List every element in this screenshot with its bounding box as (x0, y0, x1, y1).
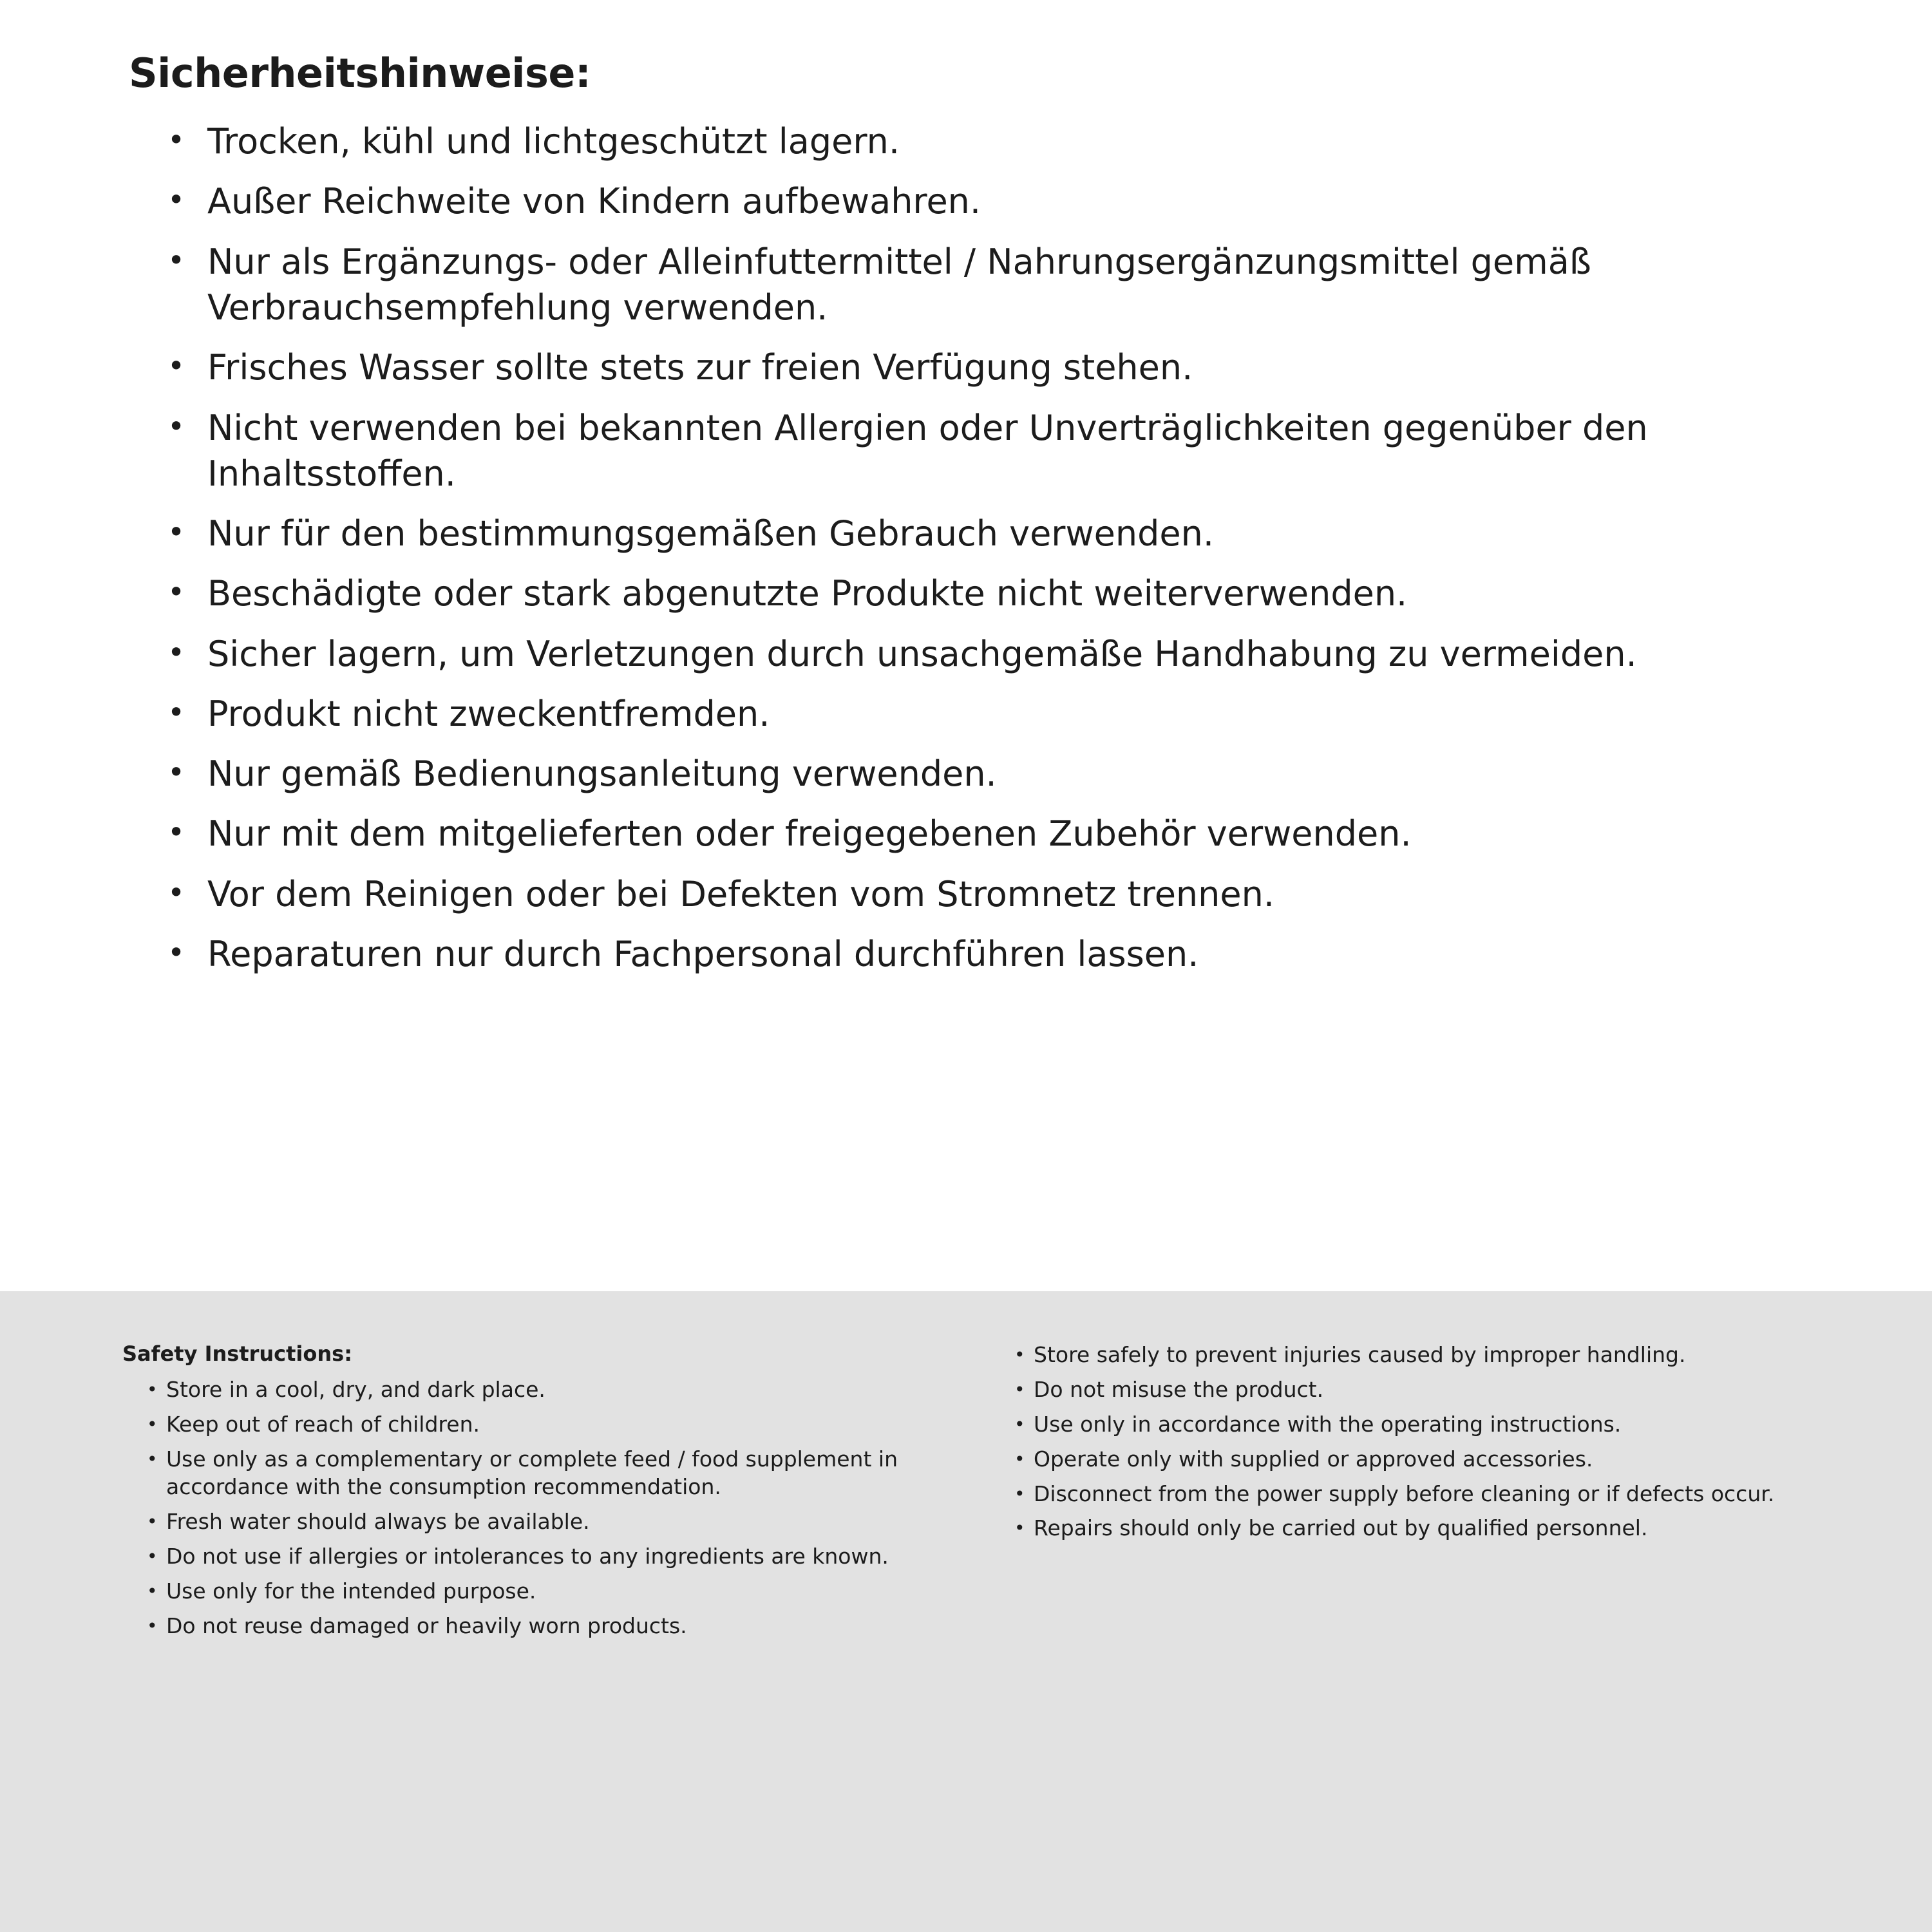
bullet-icon: • (167, 242, 185, 278)
bullet-icon: • (167, 574, 185, 610)
english-safety-section (0, 1291, 1932, 1932)
bullet-icon: • (147, 1580, 158, 1602)
bullet-icon: • (1014, 1378, 1025, 1400)
bullet-icon: • (1014, 1482, 1025, 1504)
list-item (1014, 1515, 1848, 1542)
list-item-text: Keep out of reach of children. (166, 1412, 480, 1437)
bullet-icon: • (147, 1379, 158, 1401)
bullet-icon: • (1014, 1413, 1025, 1435)
bullet-icon: • (147, 1510, 158, 1532)
list-item (147, 1376, 956, 1404)
list-item (167, 511, 1816, 556)
list-item-text: Store safely to prevent injuries caused by improper handling. (1034, 1342, 1686, 1367)
list-item (167, 751, 1816, 797)
list-item (147, 1578, 956, 1605)
list-item-text: Use only as a complementary or complete feed / food supplement in accordance with the consumption recommendation. (166, 1446, 898, 1500)
bullet-icon: • (1014, 1344, 1025, 1365)
list-item (167, 571, 1816, 616)
list-item-text: Repairs should only be carried out by qualified personnel. (1034, 1515, 1648, 1541)
list-item (167, 118, 1816, 164)
list-item-text: Nur gemäß Bedienungsanleitung verwenden. (207, 753, 997, 795)
bullet-icon: • (147, 1615, 158, 1636)
german-section-title: Sicherheitshinweise: (129, 50, 591, 97)
bullet-icon: • (167, 122, 185, 158)
list-item (167, 405, 1816, 497)
list-item-text: Use only in accordance with the operating instructions. (1034, 1411, 1622, 1437)
list-item-text: Trocken, kühl und lichtgeschützt lagern. (207, 121, 900, 162)
list-item (167, 931, 1816, 977)
bullet-icon: • (1014, 1448, 1025, 1470)
list-item-text: Do not use if allergies or intolerances to any ingredients are known. (166, 1543, 889, 1569)
bullet-icon: • (167, 934, 185, 970)
list-item-text: Sicher lagern, um Verletzungen durch unsachgemäße Handhabung zu vermeiden. (207, 633, 1637, 674)
list-item-text: Nur als Ergänzungs- oder Alleinfuttermittel / Nahrungsergänzungsmittel gemäß Verbrauchsempfehlung verwenden. (207, 241, 1591, 328)
list-item-text: Außer Reichweite von Kindern aufbewahren. (207, 181, 981, 222)
english-safety-list-right (1014, 1341, 1848, 1542)
list-item (167, 691, 1816, 737)
list-item-text: Reparaturen nur durch Fachpersonal durchführen lassen. (207, 933, 1199, 974)
list-item-text: Operate only with supplied or approved accessories. (1034, 1446, 1593, 1472)
list-item-text: Use only for the intended purpose. (166, 1578, 536, 1604)
bullet-icon: • (147, 1414, 158, 1435)
bullet-icon: • (147, 1545, 158, 1567)
list-item-text: Produkt nicht zweckentfremden. (207, 693, 770, 734)
list-item (1014, 1376, 1848, 1404)
list-item-text: Nur mit dem mitgelieferten oder freigegebenen Zubehör verwenden. (207, 813, 1412, 855)
list-item (147, 1508, 956, 1536)
list-item-text: Nur für den bestimmungsgemäßen Gebrauch verwenden. (207, 513, 1214, 554)
list-item (147, 1411, 956, 1439)
list-item (167, 811, 1816, 857)
german-safety-list (129, 118, 1861, 977)
list-item (1014, 1411, 1848, 1439)
bullet-icon: • (167, 875, 185, 910)
list-item (1014, 1341, 1848, 1369)
bullet-icon: • (167, 694, 185, 730)
bullet-icon: • (167, 182, 185, 218)
english-safety-list-left (122, 1376, 956, 1640)
bullet-icon: • (167, 634, 185, 670)
list-item (147, 1446, 956, 1501)
list-item (167, 345, 1816, 390)
list-item (167, 871, 1816, 917)
list-item-text: Fresh water should always be available. (166, 1508, 590, 1534)
bullet-icon: • (167, 515, 185, 550)
bullet-icon: • (147, 1448, 158, 1470)
bullet-icon: • (167, 815, 185, 850)
list-item-text: Beschädigte oder stark abgenutzte Produkte nicht weiterverwenden. (207, 573, 1408, 614)
list-item-text: Nicht verwenden bei bekannten Allergien oder Unverträglichkeiten gegenüber den Inhaltsstoffen. (207, 407, 1648, 494)
list-item (1014, 1481, 1848, 1508)
list-item (147, 1543, 956, 1571)
list-item-text: Do not reuse damaged or heavily worn products. (166, 1613, 687, 1638)
bullet-icon: • (1014, 1517, 1025, 1539)
list-item-text: Frisches Wasser sollte stets zur freien Verfügung stehen. (207, 347, 1193, 388)
list-item (147, 1613, 956, 1640)
bullet-icon: • (167, 348, 185, 384)
list-item-text: Vor dem Reinigen oder bei Defekten vom Stromnetz trennen. (207, 873, 1274, 914)
bullet-icon: • (167, 408, 185, 444)
english-column-left (122, 1341, 956, 1893)
list-item (1014, 1446, 1848, 1473)
english-section-title: Safety Instructions: (122, 1341, 352, 1366)
list-item (167, 178, 1816, 224)
english-column-right (1014, 1341, 1848, 1893)
list-item (167, 631, 1816, 677)
list-item-text: Do not misuse the product. (1034, 1376, 1324, 1402)
list-item-text: Disconnect from the power supply before cleaning or if defects occur. (1034, 1481, 1775, 1506)
list-item (167, 239, 1816, 331)
bullet-icon: • (167, 755, 185, 790)
list-item-text: Store in a cool, dry, and dark place. (166, 1377, 545, 1403)
